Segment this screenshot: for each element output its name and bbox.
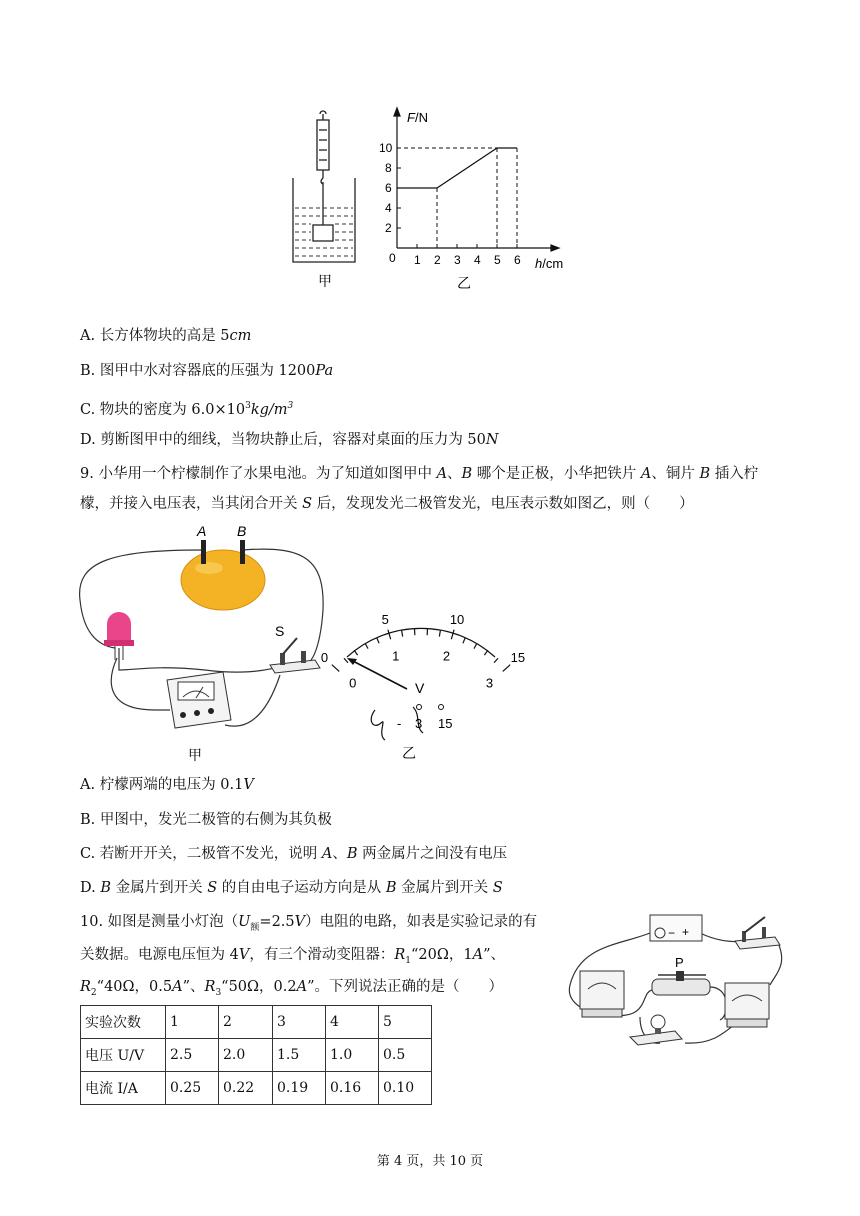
ammeter-icon — [580, 971, 624, 1017]
experiment-record-table — [80, 1005, 432, 1105]
dial-tick — [377, 638, 379, 644]
x-tick-label: 3 — [454, 253, 461, 267]
q8-option-d: D. 剪断图甲中的细线，当物块静止后，容器对桌面的压力为 50N — [80, 432, 499, 448]
label-jia: 甲 — [188, 747, 202, 763]
bulb-icon — [630, 1015, 682, 1045]
svg-text:−: − — [668, 926, 676, 940]
y-axis-symbol: F — [407, 110, 415, 125]
label-p: P — [675, 955, 684, 970]
q8-option-c: C. 物块的密度为 $6.0\times 10^3kg/m^3$ — [80, 401, 294, 418]
dial-tick — [439, 631, 440, 637]
dial-lower-label: 3 — [485, 675, 494, 691]
table-cell: 0.25 — [166, 1072, 219, 1105]
y-axis-unit: /N — [414, 110, 428, 125]
lemon-icon — [181, 550, 265, 610]
label-b: B — [237, 523, 247, 539]
terminal-minus: - — [397, 716, 402, 731]
metal-sheet-a — [201, 540, 206, 564]
switch-icon — [270, 638, 320, 673]
q8-option-b: B. 图甲中水对容器底的压强为 1200Pa — [80, 363, 334, 379]
dial-tick — [463, 638, 465, 644]
table-cell: 0.10 — [379, 1072, 432, 1105]
dial-tick — [344, 658, 348, 662]
y-tick-label: 4 — [385, 201, 392, 215]
y-tick-label: 6 — [385, 181, 392, 195]
rheostat-icon — [652, 971, 710, 995]
x-tick-label: 4 — [474, 253, 481, 267]
y-tick-label: 2 — [385, 221, 392, 235]
table-cell: 2 — [219, 1006, 273, 1039]
dial-tick — [451, 630, 454, 640]
power-supply-icon — [650, 915, 702, 941]
dial-upper-label: 0 — [320, 650, 329, 666]
dial-tick — [474, 643, 477, 648]
label-s: S — [275, 623, 285, 639]
wire — [80, 550, 203, 648]
page-footer: 第 4 页，共 10 页 — [376, 1154, 484, 1169]
table-cell: 0.5 — [379, 1039, 432, 1072]
label-jia: 甲 — [318, 273, 332, 289]
label-yi: 乙 — [402, 745, 416, 761]
svg-text:h/cm — [535, 256, 563, 271]
svg-text:F/N — [407, 110, 428, 125]
q9-option-a: A. 柠檬两端的电压为 0.1V — [80, 777, 254, 793]
table-cell: 0.19 — [273, 1072, 326, 1105]
origin-label: 0 — [389, 251, 396, 265]
voltmeter-icon — [725, 983, 769, 1027]
label-v: V — [415, 680, 425, 696]
block — [313, 225, 333, 241]
table-cell: 实验次数 — [81, 1006, 166, 1039]
dial-tick — [494, 658, 498, 662]
x-tick-label: 1 — [414, 253, 421, 267]
dial-tick — [365, 643, 368, 648]
dial-lower-label: 0 — [349, 675, 357, 691]
table-cell: 1.0 — [326, 1039, 379, 1072]
table-cell: 1.5 — [273, 1039, 326, 1072]
metal-sheet-b — [240, 540, 245, 564]
force-curve — [397, 148, 517, 188]
dial-lower-label: 1 — [392, 648, 400, 664]
q9-fig-yi-dial — [320, 595, 526, 765]
table-cell: 电压 U/V — [81, 1039, 166, 1072]
x-axis-unit: /cm — [542, 256, 564, 271]
q10-stem-line1: 10. 如图是测量小灯泡$(U_额=2.5V)$电阻的电路，如表是实验记录的有 — [80, 914, 538, 933]
table-row — [81, 1072, 432, 1105]
dial-tick — [388, 630, 391, 640]
table-cell: 4 — [326, 1006, 379, 1039]
table-cell: 0.16 — [326, 1072, 379, 1105]
q9-stem-line1: 9. 小华用一个柠檬制作了水果电池。为了知道如图甲中 A、B 哪个是正极，小华把铁片 A、铜片 B 插入柠 — [80, 466, 759, 482]
q10-stem-line2: 关数据。电源电压恒为 4V，有三个滑动变阻器：$R_1“20\Omega$，1A”、 — [80, 947, 506, 966]
voltmeter-icon — [167, 672, 231, 728]
table-cell: 1 — [166, 1006, 219, 1039]
dial-upper-label: 10 — [449, 612, 465, 628]
svg-text:+: + — [682, 925, 690, 939]
dial-lower-label: 2 — [442, 648, 451, 664]
dial-tick — [402, 631, 403, 637]
terminal-15: 15 — [438, 716, 453, 731]
fig8-yi-chart — [375, 100, 575, 300]
table-cell: 电流 I/A — [81, 1072, 166, 1105]
fig8-jia-diagram — [285, 110, 375, 295]
label-yi: 乙 — [457, 275, 471, 291]
dial-upper-label: 15 — [510, 650, 526, 666]
label-a: A — [197, 523, 207, 539]
y-tick-label: 10 — [379, 141, 393, 155]
switch-icon — [735, 917, 780, 949]
q9-option-b: B. 甲图中，发光二极管的右侧为其负极 — [80, 812, 332, 828]
table-cell: 5 — [379, 1006, 432, 1039]
q10-stem-line3: $R_2“40\Omega$，0.5A”、$R_3“50\Omega$，0.2A”。下列说法正确的是（ ） — [80, 979, 504, 998]
x-tick-label: 2 — [434, 253, 441, 267]
table-cell: 0.22 — [219, 1072, 273, 1105]
table-row — [81, 1039, 432, 1072]
table-cell: 2.5 — [166, 1039, 219, 1072]
q10-circuit-diagram — [560, 905, 790, 1055]
spring-scale-icon — [317, 120, 329, 170]
table-row — [81, 1006, 432, 1039]
terminal-3: 3 — [415, 716, 423, 731]
q8-option-a: A. 长方体物块的高是 5cm — [80, 328, 252, 344]
q9-stem-line2: 檬，并接入电压表，当其闭合开关 S 后，发现发光二极管发光，电压表示数如图乙，则（ ） — [80, 496, 694, 512]
x-tick-label: 6 — [514, 253, 521, 267]
q9-fig-jia — [75, 520, 335, 770]
q9-option-d: D. B 金属片到开关 S 的自由电子运动方向是从 B 金属片到开关 S — [80, 880, 503, 896]
dial-tick — [503, 665, 510, 672]
container — [293, 178, 355, 262]
x-tick-label: 5 — [494, 253, 501, 267]
dial-tick — [332, 665, 339, 672]
table-cell: 3 — [273, 1006, 326, 1039]
dial-upper-label: 5 — [381, 612, 389, 628]
x-axis-symbol: h — [535, 256, 543, 271]
table-cell: 2.0 — [219, 1039, 273, 1072]
q9-option-c: C. 若断开开关，二极管不发光，说明 A、B 两金属片之间没有电压 — [80, 846, 508, 862]
y-tick-label: 8 — [385, 161, 392, 175]
